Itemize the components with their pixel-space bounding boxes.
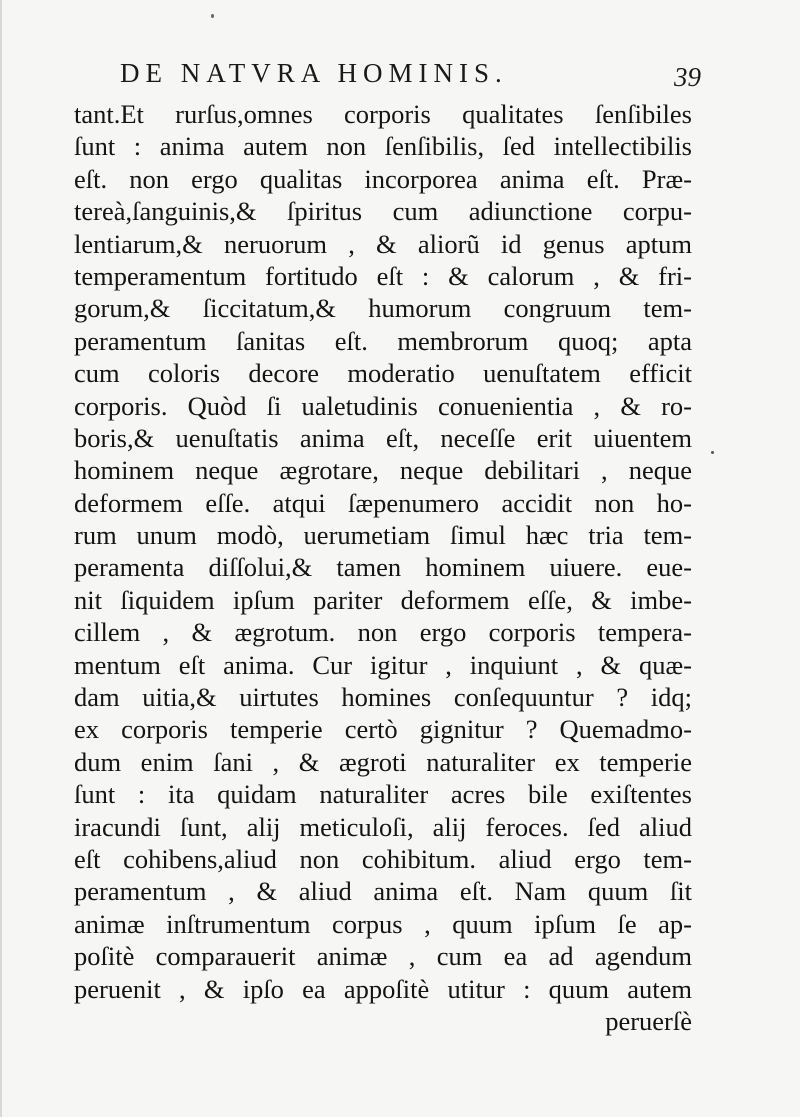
body-text	[74, 98, 692, 1037]
text-line: iracundi ſunt, alij meticuloſi, alij feroces. ſed aliud	[74, 811, 692, 842]
text-line: ex corporis temperie certò gignitur ? Quemadmo-	[74, 714, 692, 745]
text-line: boris,& uenuſtatis anima eſt, neceſſe erit uiuentem	[74, 422, 692, 453]
running-title: DE NATVRA HOMINIS.	[120, 58, 508, 88]
ink-speck	[711, 451, 714, 454]
text-line: mentum eſt anima. Cur igitur , inquiunt , & quæ-	[74, 649, 692, 680]
text-line: poſitè comparauerit animæ , cum ea ad agendum	[74, 941, 692, 972]
text-line: peramentum , & aliud anima eſt. Nam quum ſit	[74, 876, 692, 907]
text-line: eſt. non ergo qualitas incorporea anima eſt. Præ-	[74, 163, 692, 194]
text-line: hominem neque ægrotare, neque debilitari , neque	[74, 455, 692, 486]
text-line: corporis. Quòd ſi ualetudinis conuenientia , & ro-	[74, 390, 692, 421]
text-line: lentiarum,& neruorum , & aliorũ id genus aptum	[74, 228, 692, 259]
text-line: nit ſiquidem ipſum pariter deformem eſſe, & imbe-	[74, 584, 692, 615]
text-line: cillem , & ægrotum. non ergo corporis tempera-	[74, 617, 692, 648]
ink-speck	[211, 14, 214, 18]
page-number: 39	[674, 62, 701, 92]
text-line: eſt cohibens,aliud non cohibitum. aliud ergo tem-	[74, 843, 692, 874]
catchword: peruerſè	[605, 1005, 692, 1036]
text-line: deformem eſſe. atqui ſæpenumero accidit non ho-	[74, 487, 692, 518]
text-line: gorum,& ſiccitatum,& humorum congruum tem-	[74, 293, 692, 324]
text-line: rum unum modò, uerumetiam ſimul hæc tria tem-	[74, 520, 692, 551]
page-header	[2, 58, 800, 98]
text-line: peramentum ſanitas eſt. membrorum quoq; apta	[74, 325, 692, 356]
text-line: dum enim ſani , & ægroti naturaliter ex temperie	[74, 746, 692, 777]
text-line: ſunt : anima autem non ſenſibilis, ſed intellectibilis	[74, 131, 692, 162]
text-line: dam uitia,& uirtutes homines conſequuntur ? idq;	[74, 682, 692, 713]
text-line: cum coloris decore moderatio uenuſtatem efficit	[74, 358, 692, 389]
text-line: peruenit , & ipſo ea appoſitè utitur : quum autem	[74, 973, 692, 1004]
text-line: ſunt : ita quidam naturaliter acres bile exiſtentes	[74, 779, 692, 810]
text-line: peramenta diſſolui,& tamen hominem uiuere. eue-	[74, 552, 692, 583]
text-line: animæ inſtrumentum corpus , quum ipſum ſe ap-	[74, 908, 692, 939]
text-line: tant.Et rurſus,omnes corporis qualitates ſenſibiles	[74, 99, 692, 129]
text-line: temperamentum fortitudo eſt : & calorum , & fri-	[74, 260, 692, 291]
text-line: tereà,ſanguinis,& ſpiritus cum adiunctione corpu-	[74, 196, 692, 227]
